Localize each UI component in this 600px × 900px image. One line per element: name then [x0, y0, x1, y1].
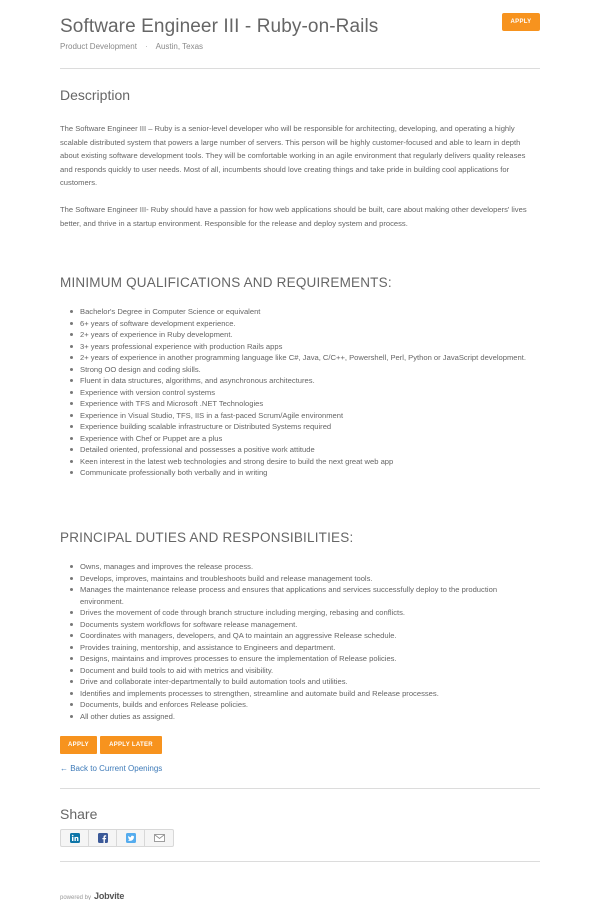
description-heading: Description	[60, 87, 131, 103]
list-item: Experience in Visual Studio, TFS, IIS in a fast-paced Scrum/Agile environment	[60, 410, 540, 422]
linkedin-icon	[70, 833, 80, 843]
powered-by-text: powered by	[60, 895, 92, 900]
list-item: Owns, manages and improves the release process.	[60, 561, 540, 573]
list-item: Provides training, mentorship, and assistance to Engineers and department.	[60, 642, 540, 654]
share-heading: Share	[60, 806, 98, 822]
jobvite-logo[interactable]: Jobvite	[94, 891, 125, 900]
list-item: 3+ years professional experience with production Rails apps	[60, 341, 540, 353]
share-twitter-button[interactable]	[117, 830, 145, 846]
list-item: Drive and collaborate inter-departmentally to build automation tools and utilities.	[60, 676, 540, 688]
meta-separator: ·	[145, 42, 148, 51]
facebook-icon	[98, 833, 108, 843]
list-item: Experience with Chef or Puppet are a plus	[60, 433, 540, 445]
list-item: Drives the movement of code through branch structure including merging, rebasing and conflicts.	[60, 607, 540, 619]
divider	[60, 788, 540, 789]
share-facebook-button[interactable]	[89, 830, 117, 846]
list-item: Experience with TFS and Microsoft .NET Technologies	[60, 398, 540, 410]
divider	[60, 68, 540, 69]
apply-button[interactable]: APPLY	[60, 736, 97, 754]
list-item: Keen interest in the latest web technologies and strong desire to build the next great web app	[60, 456, 540, 468]
list-item: Develops, improves, maintains and troubleshoots build and release management tools.	[60, 573, 540, 585]
apply-later-button[interactable]: APPLY LATER	[100, 736, 162, 754]
description-paragraph-2: The Software Engineer III- Ruby should have a passion for how web applications should be built, care about making other developers' lives better, and thrive in a startup environment. Responsible for the release and deploy system and process.	[60, 205, 527, 228]
job-title: Software Engineer III - Ruby-on-Rails	[60, 16, 379, 37]
list-item: Document and build tools to aid with metrics and visibility.	[60, 665, 540, 677]
list-item: Experience building scalable infrastructure or Distributed Systems required	[60, 421, 540, 433]
duties-list	[60, 561, 540, 722]
back-to-openings-link[interactable]: ← Back to Current Openings	[60, 764, 163, 773]
list-item: Manages the maintenance release process and ensures that applications and services successfully deploy to the production environment.	[60, 584, 540, 607]
list-item: 2+ years of experience in another programming language like C#, Java, C/C++, Powershell, Perl, Python or JavaScript development.	[60, 352, 540, 364]
list-item: Communicate professionally both verbally and in writing	[60, 467, 540, 479]
description-paragraph-1: The Software Engineer III – Ruby is a senior-level developer who will be responsible for architecting, developing, and operating a highly scalable distributed system that powers a large number of servers. This person will be highly customer-focused and able to learn in depth about existing software development tools. They will be comfortable working in an agile environment that regularly delivers quality releases and responds quickly to user needs. Most of all, incumbents should love creating things and take pride in building cool applications for customers.	[60, 124, 526, 187]
list-item: All other duties as assigned.	[60, 711, 540, 723]
qualifications-heading: MINIMUM QUALIFICATIONS AND REQUIREMENTS:	[60, 275, 392, 290]
job-department: Product Development	[60, 42, 137, 51]
list-item: Coordinates with managers, developers, and QA to maintain an aggressive Release schedule.	[60, 630, 540, 642]
list-item: 6+ years of software development experience.	[60, 318, 540, 330]
list-item: Experience with version control systems	[60, 387, 540, 399]
share-linkedin-button[interactable]	[61, 830, 89, 846]
list-item: Bachelor's Degree in Computer Science or equivalent	[60, 306, 540, 318]
list-item: Detailed oriented, professional and possesses a positive work attitude	[60, 444, 540, 456]
twitter-icon	[126, 833, 136, 843]
share-buttons	[60, 829, 174, 847]
email-icon	[154, 834, 165, 842]
list-item: Documents system workflows for software release management.	[60, 619, 540, 631]
apply-button-top[interactable]: APPLY	[502, 13, 540, 31]
list-item: Designs, maintains and improves processes to ensure the implementation of Release policies.	[60, 653, 540, 665]
list-item: Documents, builds and enforces Release policies.	[60, 699, 540, 711]
job-meta	[60, 42, 203, 51]
job-location: Austin, Texas	[155, 42, 204, 51]
share-email-button[interactable]	[145, 830, 173, 846]
qualifications-list	[60, 306, 540, 479]
duties-heading: PRINCIPAL DUTIES AND RESPONSIBILITIES:	[60, 530, 354, 545]
list-item: Strong OO design and coding skills.	[60, 364, 540, 376]
powered-by-footer	[60, 891, 124, 900]
divider	[60, 861, 540, 862]
list-item: Identifies and implements processes to strengthen, streamline and automate build and Release processes.	[60, 688, 540, 700]
list-item: 2+ years of experience in Ruby development.	[60, 329, 540, 341]
list-item: Fluent in data structures, algorithms, and asynchronous architectures.	[60, 375, 540, 387]
